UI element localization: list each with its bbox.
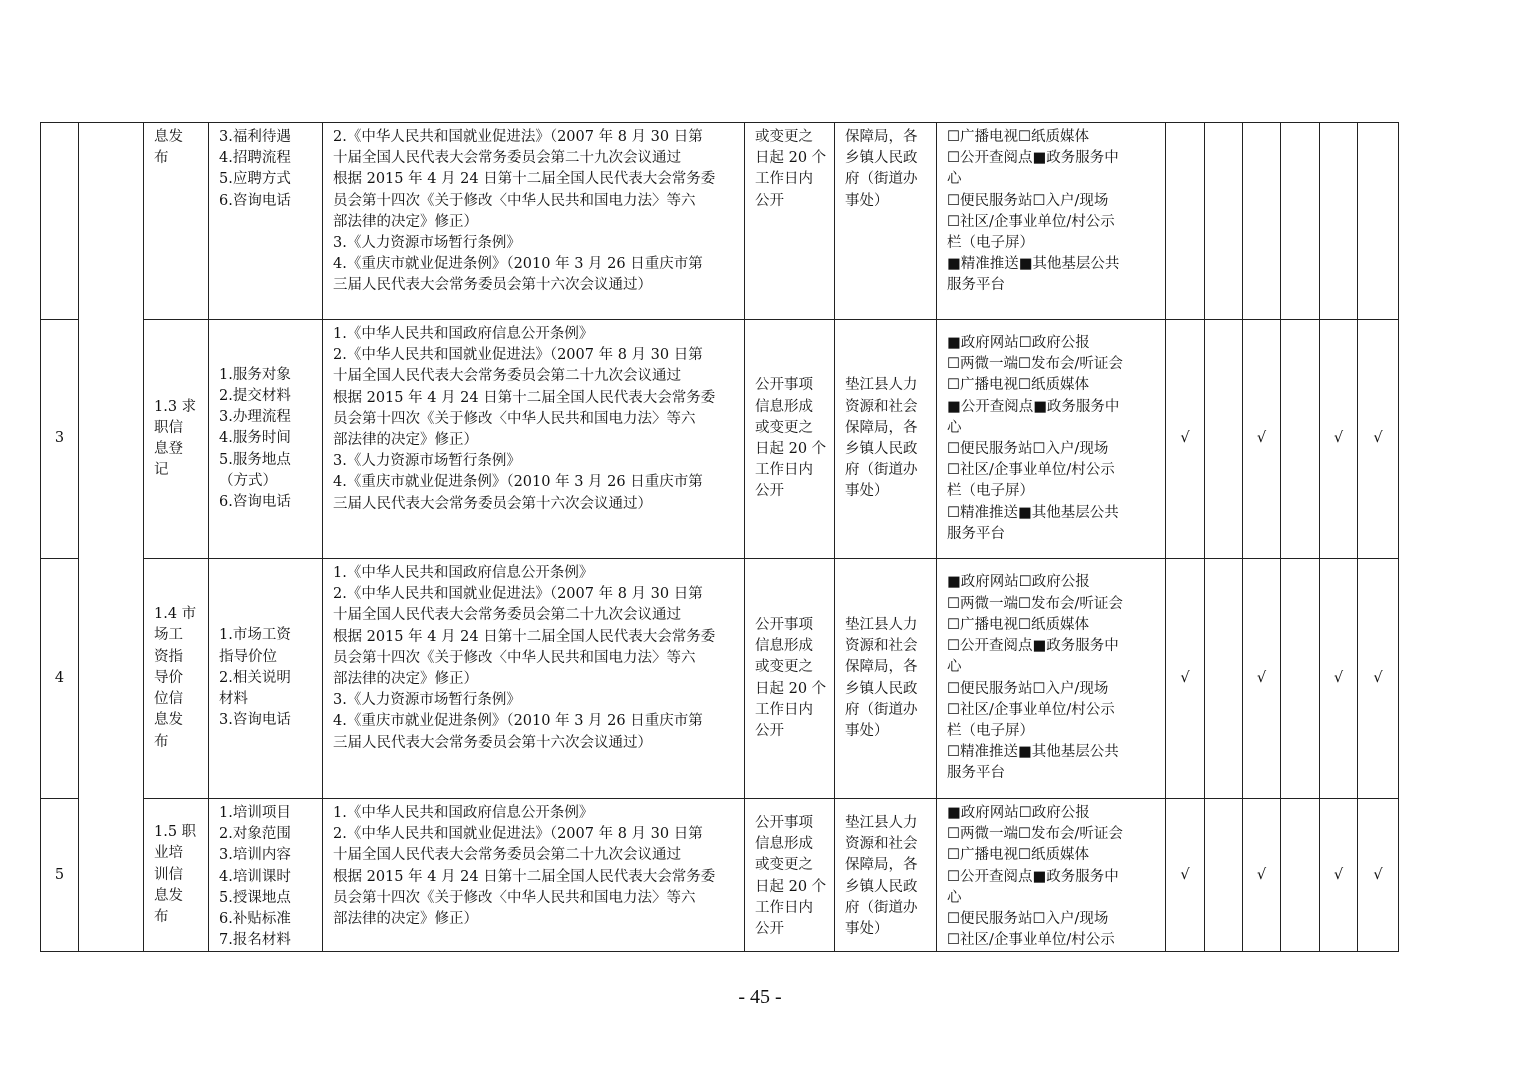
item-name: 1.5 职 业培 训信 息发 布 xyxy=(144,799,209,952)
check-mark xyxy=(1320,123,1358,320)
check-mark xyxy=(1166,123,1205,320)
disclosure-subject: 垫江县人力 资源和社会 保障局，各 乡镇人民政 府（街道办 事处） xyxy=(835,320,937,559)
check-mark xyxy=(1205,799,1243,952)
check-mark: √ xyxy=(1358,799,1399,952)
check-mark: √ xyxy=(1243,559,1281,799)
table-row xyxy=(41,123,1399,320)
disclosure-content: 3.福利待遇 4.招聘流程 5.应聘方式 6.咨询电话 xyxy=(209,123,323,320)
legal-basis: 1.《中华人民共和国政府信息公开条例》 2.《中华人民共和国就业促进法》（2007 年 8 月 30 日第 十届全国人民代表大会常务委员会第二十九次会议通过 根据 2015 年 4 月 24 日第十二届全国人民代表大会常务委 员会第十四次《关于修改〈中华人民共和国电力法〉等六 部法律的决定》修正） 3.《人力资源市场暂行条例》 4.《重庆市就业促进条例》（2010 年 3 月 26 日重庆市第 三届人民代表大会常务委员会第十六次会议通过） xyxy=(323,320,745,559)
check-mark: √ xyxy=(1320,559,1358,799)
check-mark: √ xyxy=(1358,559,1399,799)
page-number: - 45 - xyxy=(738,986,782,1008)
check-mark: √ xyxy=(1166,799,1205,952)
category-cell xyxy=(79,123,144,952)
legal-basis: 1.《中华人民共和国政府信息公开条例》 2.《中华人民共和国就业促进法》（2007 年 8 月 30 日第 十届全国人民代表大会常务委员会第二十九次会议通过 根据 2015 年 4 月 24 日第十二届全国人民代表大会常务委 员会第十四次《关于修改〈中华人民共和国电力法〉等六 部法律的决定》修正） xyxy=(323,799,745,952)
disclosure-content: 1.市场工资 指导价位 2.相关说明 材料 3.咨询电话 xyxy=(209,559,323,799)
check-mark xyxy=(1243,123,1281,320)
disclosure-channels: ☐广播电视☐纸质媒体 ☐公开查阅点■政务服务中 心 ☐便民服务站☐入户/现场 ☐社区/企事业单位/村公示 栏（电子屏） ■精准推送■其他基层公共 服务平台 xyxy=(937,123,1166,320)
check-mark xyxy=(1281,320,1320,559)
disclosure-time: 公开事项 信息形成 或变更之 日起 20 个 工作日内 公开 xyxy=(745,799,835,952)
row-number: 3 xyxy=(41,320,79,559)
table-row xyxy=(41,320,1399,559)
check-mark: √ xyxy=(1166,559,1205,799)
check-mark: √ xyxy=(1243,799,1281,952)
check-mark xyxy=(1205,559,1243,799)
check-mark xyxy=(1358,123,1399,320)
legal-basis: 2.《中华人民共和国就业促进法》（2007 年 8 月 30 日第 十届全国人民代表大会常务委员会第二十九次会议通过 根据 2015 年 4 月 24 日第十二届全国人民代表大会常务委 员会第十四次《关于修改〈中华人民共和国电力法〉等六 部法律的决定》修正） 3.《人力资源市场暂行条例》 4.《重庆市就业促进条例》（2010 年 3 月 26 日重庆市第 三届人民代表大会常务委员会第十六次会议通过） xyxy=(323,123,745,320)
table-row xyxy=(41,559,1399,799)
item-name: 1.3 求 职信 息登 记 xyxy=(144,320,209,559)
check-mark xyxy=(1281,559,1320,799)
disclosure-channels: ■政府网站☐政府公报 ☐两微一端☐发布会/听证会 ☐广播电视☐纸质媒体 ■公开查阅点■政务服务中 心 ☐便民服务站☐入户/现场 ☐社区/企事业单位/村公示 栏（电子屏） ☐精准推送■其他基层公共 服务平台 xyxy=(937,320,1166,559)
check-mark: √ xyxy=(1166,320,1205,559)
check-mark: √ xyxy=(1320,320,1358,559)
table-row xyxy=(41,799,1399,952)
legal-basis: 1.《中华人民共和国政府信息公开条例》 2.《中华人民共和国就业促进法》（2007 年 8 月 30 日第 十届全国人民代表大会常务委员会第二十九次会议通过 根据 2015 年 4 月 24 日第十二届全国人民代表大会常务委 员会第十四次《关于修改〈中华人民共和国电力法〉等六 部法律的决定》修正） 3.《人力资源市场暂行条例》 4.《重庆市就业促进条例》（2010 年 3 月 26 日重庆市第 三届人民代表大会常务委员会第十六次会议通过） xyxy=(323,559,745,799)
disclosure-subject: 垫江县人力 资源和社会 保障局，各 乡镇人民政 府（街道办 事处） xyxy=(835,799,937,952)
disclosure-subject: 保障局，各 乡镇人民政 府（街道办 事处） xyxy=(835,123,937,320)
disclosure-content: 1.培训项目 2.对象范围 3.培训内容 4.培训课时 5.授课地点 6.补贴标准 7.报名材料 xyxy=(209,799,323,952)
disclosure-channels: ■政府网站☐政府公报 ☐两微一端☐发布会/听证会 ☐广播电视☐纸质媒体 ☐公开查阅点■政务服务中 心 ☐便民服务站☐入户/现场 ☐社区/企事业单位/村公示 栏（电子屏） ☐精准推送■其他基层公共 服务平台 xyxy=(937,559,1166,799)
row-number xyxy=(41,123,79,320)
disclosure-subject: 垫江县人力 资源和社会 保障局，各 乡镇人民政 府（街道办 事处） xyxy=(835,559,937,799)
check-mark: √ xyxy=(1243,320,1281,559)
check-mark xyxy=(1281,123,1320,320)
check-mark: √ xyxy=(1358,320,1399,559)
check-mark xyxy=(1205,320,1243,559)
disclosure-channels: ■政府网站☐政府公报 ☐两微一端☐发布会/听证会 ☐广播电视☐纸质媒体 ☐公开查阅点■政务服务中 心 ☐便民服务站☐入户/现场 ☐社区/企事业单位/村公示 xyxy=(937,799,1166,952)
check-mark xyxy=(1281,799,1320,952)
disclosure-time: 公开事项 信息形成 或变更之 日起 20 个 工作日内 公开 xyxy=(745,320,835,559)
disclosure-table xyxy=(40,122,1399,952)
check-mark: √ xyxy=(1320,799,1358,952)
disclosure-content: 1.服务对象 2.提交材料 3.办理流程 4.服务时间 5.服务地点 （方式） 6.咨询电话 xyxy=(209,320,323,559)
disclosure-time: 或变更之 日起 20 个 工作日内 公开 xyxy=(745,123,835,320)
row-number: 4 xyxy=(41,559,79,799)
item-name: 1.4 市 场工 资指 导价 位信 息发 布 xyxy=(144,559,209,799)
item-name: 息发 布 xyxy=(144,123,209,320)
check-mark xyxy=(1205,123,1243,320)
disclosure-time: 公开事项 信息形成 或变更之 日起 20 个 工作日内 公开 xyxy=(745,559,835,799)
row-number: 5 xyxy=(41,799,79,952)
